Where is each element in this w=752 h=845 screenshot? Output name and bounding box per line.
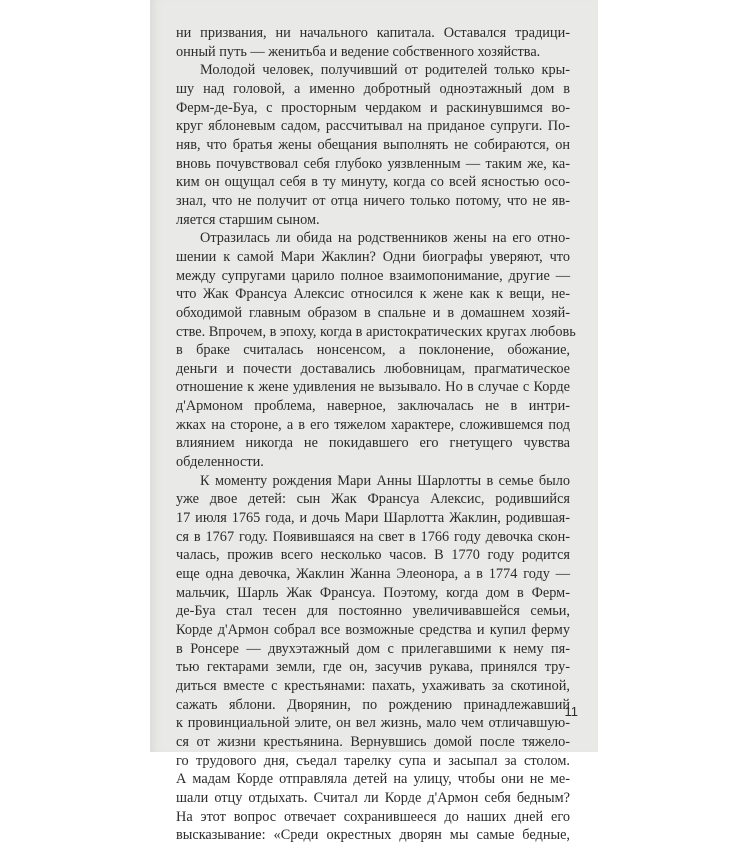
text-line: сажать яблони. Дворянин, по рождению принадлежавший — [176, 696, 570, 713]
text-line: к провинциальной элите, он вел жизнь, мало чем отличавшую- — [176, 715, 570, 732]
text-line: круг яблоневым садом, рассчитывал на приданое супруги. По- — [176, 118, 570, 135]
text-line: чалась, прожив всего несколько часов. В 1770 году родится — [176, 547, 570, 564]
text-line: в браке считалась нонсенсом, а поклонение, обожание, — [176, 342, 570, 359]
text-line: Ферм-де-Буа, с просторным чердаком и раскинувшимся во- — [176, 99, 570, 116]
text-line: няв, что братья жены обещания выполнять не собираются, он — [176, 136, 570, 153]
text-line: мальчик, Шарль Жак Франсуа. Поэтому, когда дом в Ферм- — [176, 584, 570, 601]
text-line: де-Буа стал тесен для постоянно увеличивавшейся семьи, — [176, 603, 570, 620]
text-line: шении к самой Мари Жаклин? Одни биографы уверяют, что — [176, 248, 570, 265]
text-line: ляется старшим сыном. — [176, 211, 320, 228]
text-line: А мадам Корде отправляла детей на улицу, чтобы они не ме- — [176, 771, 570, 788]
text-line: обделенности. — [176, 454, 264, 471]
text-line: что Жак Франсуа Алексис относился к жене как к вещи, не- — [176, 286, 570, 303]
text-line: Отразилась ли обида на родственников жены на его отно- — [200, 230, 570, 247]
text-line: влиянием никогда не покидавшего его гнетущего чувства — [176, 435, 570, 452]
text-line: ся от жизни крестьянина. Вернувшись домой после тяжело- — [176, 733, 570, 750]
text-line: го трудового дня, съедал тарелку супа и засыпал за столом. — [176, 752, 570, 769]
text-line: 17 июля 1765 года, и дочь Мари Шарлотта Жаклин, родившая- — [176, 510, 570, 527]
text-line: На этот вопрос отвечает сохранившееся до наших дней его — [176, 808, 570, 825]
text-line: стве. Впрочем, в эпоху, когда в аристократических кругах любовь — [176, 323, 576, 340]
text-line: Корде д'Армон собрал все возможные средства и купил ферму — [176, 622, 570, 638]
text-line: деньги и почести доставались любовницам, прагматическое — [176, 360, 570, 377]
text-line: шу над головой, а именно добротный одноэтажный дом в — [176, 80, 570, 97]
text-line: еще одна девочка, Жаклин Жанна Элеонора, а в 1774 году — — [176, 566, 570, 583]
text-line: онный путь — женитьба и ведение собственного хозяйства. — [176, 43, 541, 60]
text-line: диться вместе с крестьянами: пахать, ухаживать за скотиной, — [176, 677, 570, 694]
text-line: знал, что не получит от отца ничего только потому, что не яв- — [176, 192, 570, 209]
text-line: ни призвания, ни начального капитала. Оставался традици- — [176, 25, 570, 41]
text-line: д'Армоном проблема, наверное, заключалась не в интри- — [176, 398, 570, 415]
text-line: ким он ощущал себя в ту минуту, когда со всей ясностью осо- — [176, 174, 570, 191]
text-line: уже двое детей: сын Жак Франсуа Алексис, родившийся — [176, 491, 570, 508]
text-line: шали отцу отдыхать. Считал ли Корде д'Армон себя бедным? — [176, 789, 570, 806]
text-line: ся в 1767 году. Появившаяся на свет в 1766 году девочка скон- — [176, 528, 570, 545]
text-line: К моменту рождения Мари Анны Шарлотты в семье было — [200, 472, 570, 489]
text-line: тью гектарами земли, где он, засучив рукава, принялся тру- — [176, 659, 570, 676]
text-line: жках на стороне, а в его тяжелом характере, сложившемся под — [176, 416, 570, 433]
text-line: вновь почувствовал себя глубоко уязвленным — таким же, ка- — [176, 155, 570, 172]
text-line: между супругами царило полное взаимопонимание, другие — — [176, 267, 570, 284]
text-line: отношение к жене удивления не вызывало. Но в случае с Корде — [176, 379, 570, 396]
text-line: высказывание: «Среди окрестных дворян мы самые бедные, — [176, 827, 570, 844]
text-line: обходимой главным образом в спальне и в домашнем хозяй- — [176, 304, 570, 321]
text-line: Молодой человек, получивший от родителей только кры- — [200, 62, 570, 79]
text-line: в Ронсере — двухэтажный дом с прилегавшими к нему пя- — [176, 640, 570, 657]
page-number: 11 — [564, 704, 578, 719]
